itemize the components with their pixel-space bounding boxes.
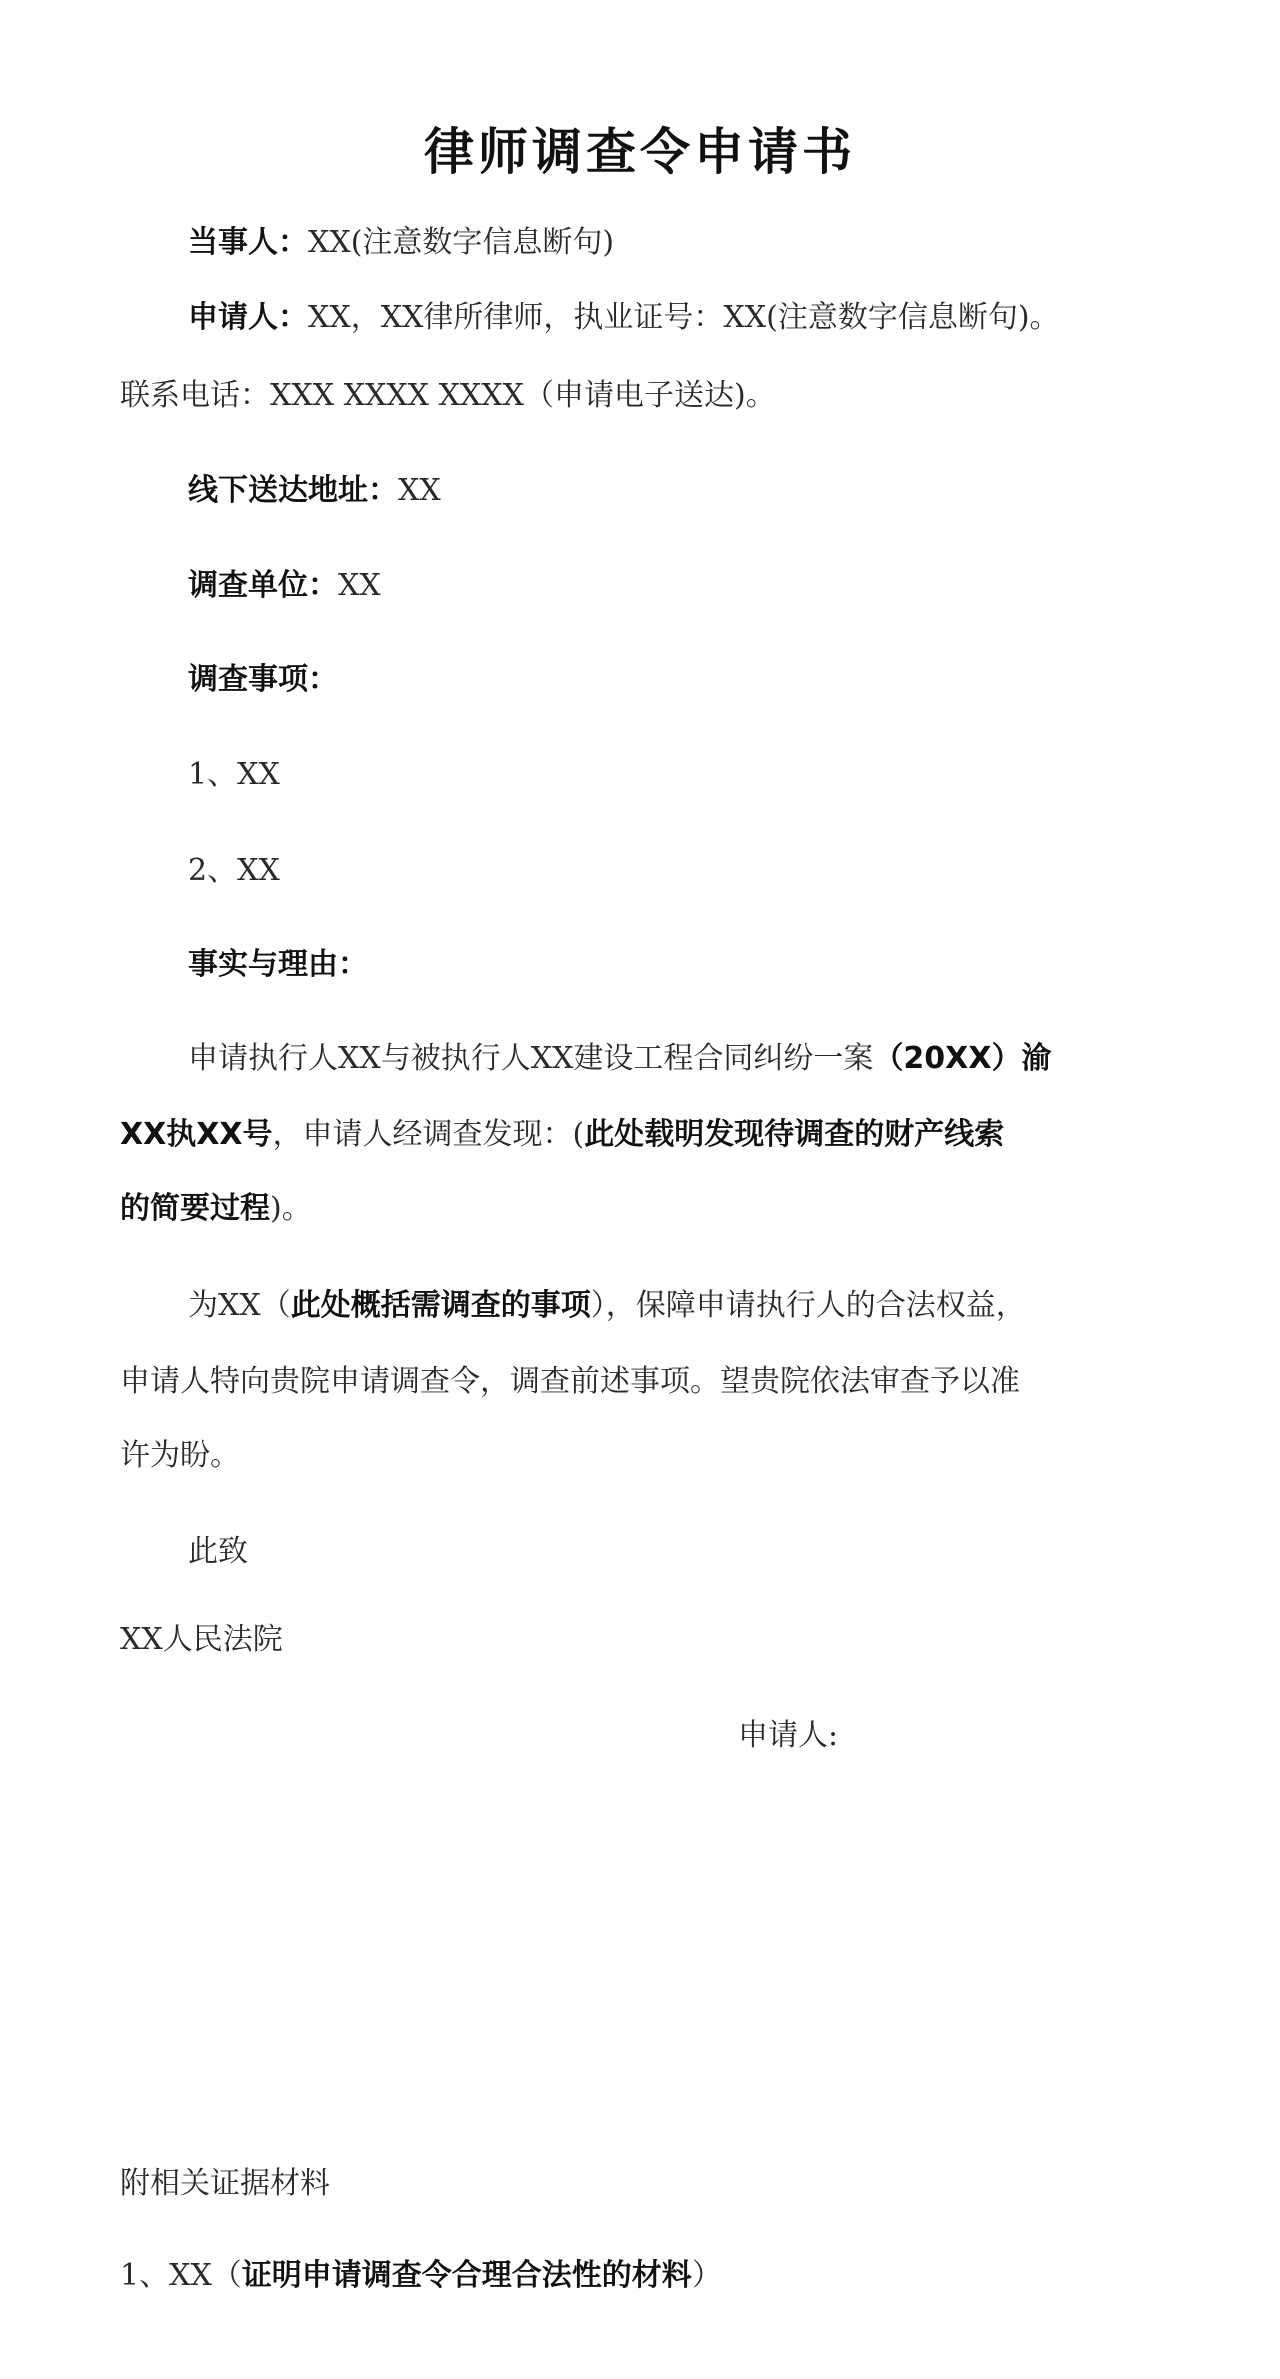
facts-p1-text: 申请执行人XX与被执行人XX建设工程合同纠纷一案 bbox=[188, 1041, 874, 1076]
facts-p1-line-2 bbox=[120, 1113, 1004, 1157]
facts-heading: 事实与理由： bbox=[188, 947, 368, 982]
phone-line: 联系电话：XXX XXXX XXXX（申请电子送达)。 bbox=[120, 378, 776, 413]
attachments-heading: 附相关证据材料 bbox=[120, 2166, 330, 2201]
address-line bbox=[188, 469, 441, 513]
signature-label: 申请人: bbox=[738, 1718, 839, 1753]
unit-line bbox=[188, 564, 381, 608]
case-number-part1: （20XX）渝 bbox=[873, 1041, 1052, 1076]
party-line bbox=[188, 221, 614, 265]
facts-p2-text: 为XX（ bbox=[188, 1288, 291, 1323]
facts-p2-line-1 bbox=[188, 1284, 1026, 1328]
party-value: XX(注意数字信息断句) bbox=[308, 225, 615, 260]
facts-p1-text-end: )。 bbox=[270, 1191, 312, 1226]
attachment-1-suffix: ） bbox=[691, 2258, 722, 2293]
unit-value: XX bbox=[338, 568, 381, 603]
facts-p1-line-1 bbox=[188, 1037, 1051, 1081]
unit-label: 调查单位： bbox=[188, 568, 338, 603]
facts-p1-note: 此处载明发现待调查的财产线索 bbox=[584, 1117, 1005, 1152]
attachment-1-prefix: 1、XX（ bbox=[120, 2258, 242, 2293]
applicant-label: 申请人： bbox=[188, 300, 308, 335]
facts-p2-line-3: 许为盼。 bbox=[120, 1438, 240, 1473]
facts-p2-note: 此处概括需调查的事项 bbox=[290, 1288, 591, 1323]
salutation: 此致 bbox=[188, 1534, 248, 1569]
facts-p1-line-3 bbox=[120, 1187, 312, 1231]
address-value: XX bbox=[398, 473, 441, 508]
attachment-item-1 bbox=[120, 2254, 722, 2298]
attachment-1-desc: 证明申请调查令合理合法性的材料 bbox=[241, 2258, 692, 2293]
court-name: XX人民法院 bbox=[120, 1622, 283, 1657]
items-heading: 调查事项： bbox=[188, 662, 338, 697]
party-label: 当事人： bbox=[188, 225, 308, 260]
facts-p2-text-2: ），保障申请执行人的合法权益， bbox=[590, 1288, 1026, 1323]
applicant-value: XX，XX律所律师，执业证号：XX(注意数字信息断句)。 bbox=[308, 300, 1060, 335]
facts-p1-note-end: 的简要过程 bbox=[120, 1191, 270, 1226]
document-title: 律师调查令申请书 bbox=[424, 123, 856, 181]
applicant-line bbox=[188, 296, 1060, 340]
facts-p1-text-2: ，申请人经调查发现：( bbox=[272, 1117, 585, 1152]
item-1: 1、XX bbox=[188, 757, 280, 792]
facts-p2-line-2: 申请人特向贵院申请调查令，调查前述事项。望贵院依法审查予以准 bbox=[120, 1364, 1020, 1399]
case-number-part2: XX执XX号 bbox=[120, 1117, 273, 1152]
item-2: 2、XX bbox=[188, 853, 280, 888]
address-label: 线下送达地址： bbox=[188, 473, 398, 508]
